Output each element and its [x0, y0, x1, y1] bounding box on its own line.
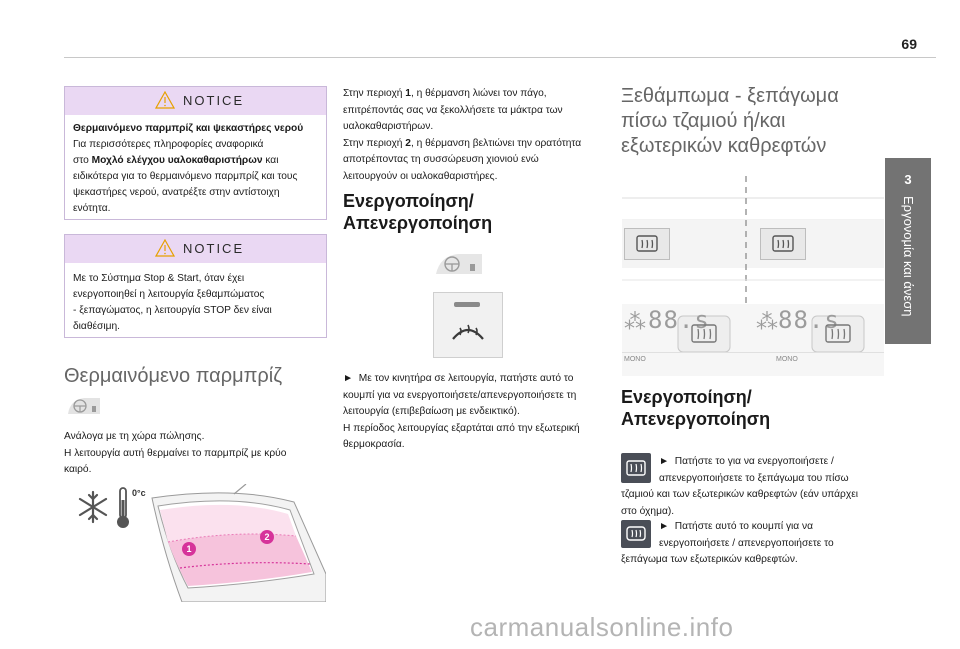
notice-header	[65, 87, 326, 115]
zone-1-marker: 1	[182, 542, 196, 556]
section-title-heated-windscreen: Θερμαινόμενο παρμπρίζ	[64, 365, 283, 387]
notice-box-stop-start	[64, 234, 327, 338]
body-line: ενεργοποιήσετε / απενεργοποιήσετε το	[659, 537, 834, 549]
steering-wheel-icon	[66, 394, 102, 418]
rear-window-defrost-icon	[690, 322, 718, 346]
page-number: 69	[901, 36, 917, 52]
notice-text: Με το Σύστημα Stop & Start, όταν έχει	[73, 273, 245, 284]
body-line: επιτρέποντάς σας να ξεκολλήσετε τα μάκτρα των	[343, 104, 563, 116]
fan-display-right: ⁂	[756, 310, 778, 335]
fan-display-left: ⁂	[624, 310, 646, 335]
title-line: Ξεθάμπωμα - ξεπάγωμα	[621, 85, 839, 107]
heading-line: Απενεργοποίηση	[343, 213, 493, 233]
body-line: Πατήστε το για να ενεργοποιήσετε /	[674, 456, 834, 467]
notice-text: διαθέσιμη.	[73, 321, 120, 332]
watermark: carmanualsonline.info	[470, 612, 734, 642]
notice-text: ειδικότερα για το θερμαινόμενο παρμπρίζ και τους	[73, 171, 298, 182]
body-line: Στην περιοχή	[343, 88, 406, 99]
notice-title: NOTICE	[183, 93, 245, 108]
body-line: Με τον κινητήρα σε λειτουργία, πατήστε αυτό το	[358, 373, 574, 384]
body-line: , η θέρμανση βελτιώνει την ορατότητα	[410, 137, 582, 149]
body-line: Η περίοδος λειτουργίας εξαρτάται από την εξωτερική	[343, 422, 580, 434]
bullet-icon: ►	[343, 373, 354, 384]
indicator-light	[454, 302, 480, 307]
zone-reference: 1	[405, 88, 411, 99]
body-line: λειτουργούν οι υαλοκαθαριστήρες.	[343, 170, 498, 182]
windscreen-illustration	[64, 484, 326, 602]
body-line: Στην περιοχή	[343, 137, 406, 149]
rear-defrost-illustration	[622, 176, 884, 376]
body-line: ξεπάγωμα των εξωτερικών καθρεφτών.	[621, 554, 798, 565]
body-line: αποτρέποντας τη συσσώρευση χιονιού ενώ	[343, 154, 539, 165]
mirror-defrost-instructions	[621, 519, 883, 569]
thermometer-icon	[114, 486, 132, 530]
body-line: τζαμιού και των εξωτερικών καθρεφτών (εάν υπάρχει	[621, 489, 858, 500]
body-line: κουμπί για να ενεργοποιήσετε/απενεργοποιήσετε τη	[343, 389, 577, 401]
notice-heading: Θερμαινόμενο παρμπρίζ και ψεκαστήρες νερού	[73, 123, 304, 134]
notice-text: ψεκαστήρες νερού, ανατρέξτε στην αντίστοιχη	[73, 187, 280, 198]
temperature-display-right: 88.s	[778, 306, 840, 334]
cross-reference-link[interactable]: Μοχλό ελέγχου υαλοκαθαριστήρων	[91, 155, 263, 166]
notice-header	[65, 235, 326, 263]
rear-defrost-instructions	[621, 454, 883, 520]
windscreen-defrost-icon	[450, 319, 486, 343]
zones-description	[343, 86, 603, 185]
notice-title: NOTICE	[183, 241, 245, 256]
notice-text: ενότητα.	[73, 203, 111, 214]
activation-instructions	[343, 371, 603, 454]
heading-activation-rear	[621, 386, 883, 430]
rear-window-defrost-icon	[635, 234, 659, 254]
body-line: στο όχημα).	[621, 505, 675, 517]
warning-icon	[155, 239, 175, 257]
section-title-rear-defrost	[621, 84, 881, 159]
body-line: καιρό.	[64, 464, 92, 475]
notice-box-windscreen	[64, 86, 327, 220]
notice-text: και	[262, 155, 279, 166]
zone-reference: 2	[405, 137, 411, 149]
temperature-display-left: 88.s	[648, 306, 710, 334]
heading-line: Ενεργοποίηση/	[343, 191, 474, 211]
body-line: Πατήστε αυτό το κουμπί για να	[674, 521, 814, 532]
bullet-icon: ►	[659, 456, 670, 467]
heading-line: Ενεργοποίηση/	[621, 387, 752, 407]
heated-windscreen-button[interactable]	[433, 292, 503, 358]
mono-label-right: MONO	[776, 356, 798, 363]
notice-text: Για περισσότερες πληροφορίες αναφορικά	[73, 139, 264, 150]
notice-text: - ξεπαγώματος, η λειτουργία STOP δεν είναι	[73, 305, 272, 316]
rear-defrost-button-right[interactable]	[760, 228, 806, 260]
rear-defrost-button-left[interactable]	[624, 228, 670, 260]
notice-text: στο	[73, 155, 92, 166]
header-divider	[64, 57, 936, 58]
body-line: , η θέρμανση λιώνει τον πάγο,	[410, 88, 547, 99]
body-line: θερμοκρασία.	[343, 439, 405, 450]
body-line: λειτουργία (επιβεβαίωση με ενδεικτικό).	[343, 406, 520, 417]
body-line: Ανάλογα με τη χώρα πώλησης.	[64, 431, 205, 442]
rear-window-defrost-icon	[771, 234, 795, 254]
temperature-label: 0°c	[132, 488, 146, 498]
steering-wheel-icon	[434, 248, 484, 278]
bullet-icon: ►	[659, 521, 670, 532]
body-line: υαλοκαθαριστήρων.	[343, 121, 434, 132]
notice-text: ενεργοποιηθεί η λειτουργία ξεθαμπώματος	[73, 289, 265, 300]
snowflake-icon	[76, 490, 110, 524]
heading-activation	[343, 190, 603, 234]
warning-icon	[155, 91, 175, 109]
title-line: πίσω τζαμιού ή/και	[621, 110, 786, 132]
body-text	[64, 429, 326, 479]
mono-label-left: MONO	[624, 356, 646, 363]
title-line: εξωτερικών καθρεφτών	[621, 135, 827, 157]
dashboard-drawing	[622, 176, 884, 376]
zone-2-marker: 2	[260, 530, 274, 544]
rear-window-defrost-icon	[824, 322, 852, 346]
body-line: απενεργοποιήσετε το ξεπάγωμα του πίσω	[659, 472, 849, 484]
body-line: Η λειτουργία αυτή θερμαίνει το παρμπρίζ με κρύο	[64, 447, 287, 459]
chapter-number: 3	[904, 172, 912, 187]
heading-line: Απενεργοποίηση	[621, 409, 771, 429]
